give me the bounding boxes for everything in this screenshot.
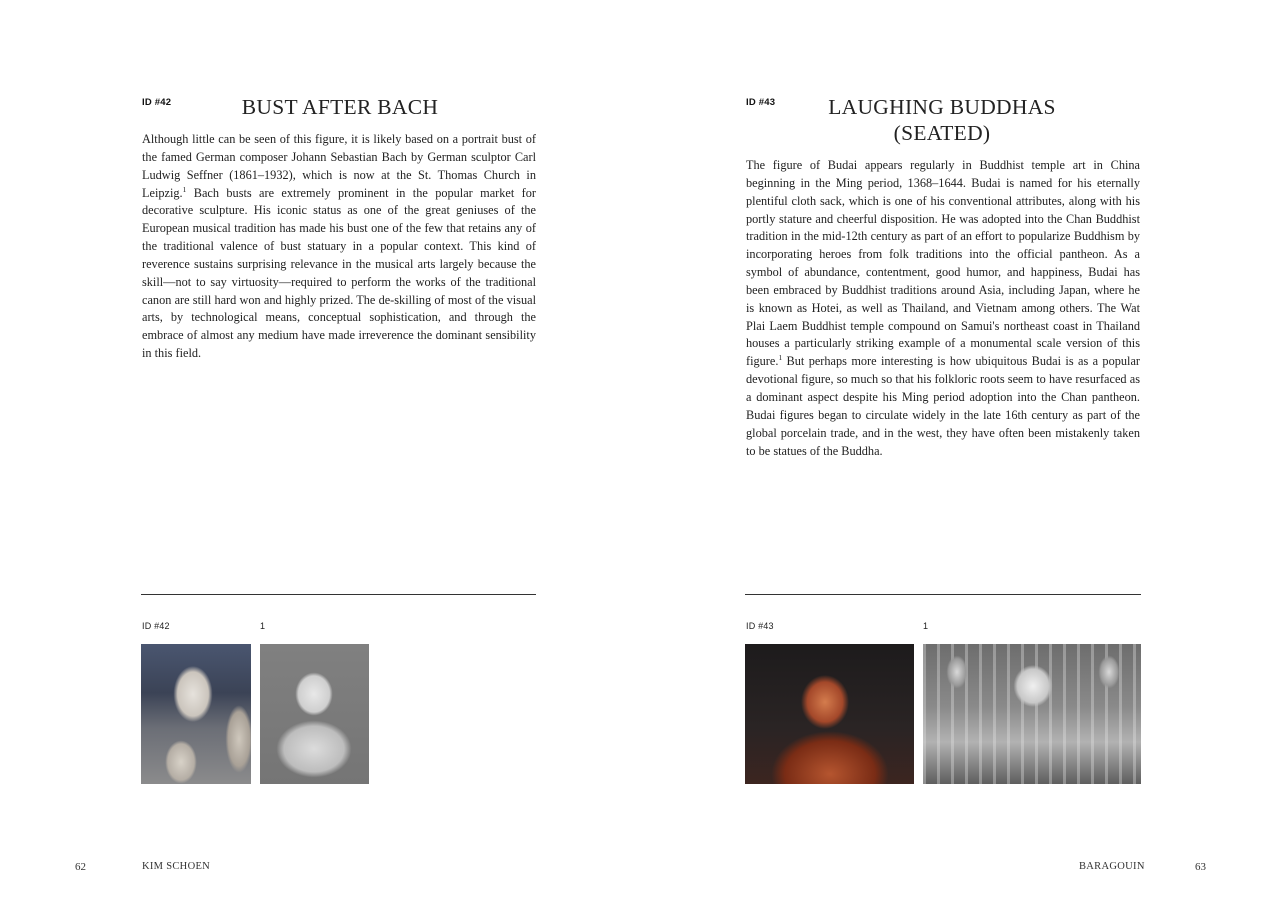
photo-marble-busts <box>141 644 251 784</box>
entry-id-label: ID #42 <box>142 97 172 108</box>
photo-bach-bust <box>260 644 369 784</box>
body-text-part-2: Bach busts are extremely prominent in the popular market for decorative sculpture. His iconic status as one of the great geniuses of the European musical tradition has made his bust one of the few that retains any of the traditional valence of bust statuary in a popular context. This kind of reverence sustains surprising relevance in the musical arts largely because the skill—not to say virtuosity—required to perform the works of the traditional canon are still hard won and highly prized. The de-skilling of most of the visual arts, by technological means, conceptual sophistication, and through the embrace of almost any medium have made irreverence the dominant sensibility in this field. <box>142 185 536 361</box>
figure-id-label: ID #43 <box>746 621 774 631</box>
body-text-part-1: The figure of Budai appears regularly in Buddhist temple art in China beginning in the Ming period, 1368–1644. Budai is named for his eternally plentiful cloth sack, which is one of his conventional attributes, along with his portly stature and cheerful disposition. He was adopted into the Chan Buddhist tradition in the mid-12th century as part of an effort to popularize Buddhism by incorporating heroes from folk traditions into the official pantheon. As a symbol of abundance, contentment, good humor, and happiness, Budai has been embraced by Buddhist traditions around Asia, including Japan, where he is known as Hotei, as well as Thailand, and Vietnam among others. The Wat Plai Laem Buddhist temple compound on Samui's northeast coast in Thailand houses a particularly striking example of a monumental scale version of this figure. <box>746 158 1140 369</box>
body-text-part-1: Although little can be seen of this figure, it is likely based on a portrait bust of the famed German composer Johann Sebastian Bach by German sculptor Carl Ludwig Seffner (1861–1932), which is now at the St. Thomas Church in Leipzig. <box>142 132 536 200</box>
right-page <box>641 0 1282 912</box>
entry-title-line-2: (SEATED) <box>893 121 991 145</box>
entry-body-text <box>142 131 536 363</box>
page-number: 62 <box>75 861 86 873</box>
figure-note-label: 1 <box>923 621 929 631</box>
photo-wooden-budai <box>745 644 914 784</box>
entry-body-text <box>746 157 1140 460</box>
divider-rule <box>745 594 1141 595</box>
footnote-mark[interactable]: 1 <box>182 184 187 194</box>
entry-title: BUST AFTER BACH <box>241 95 439 119</box>
footnote-mark[interactable]: 1 <box>778 353 783 363</box>
figure-id-label: ID #42 <box>142 621 170 631</box>
divider-rule <box>141 594 536 595</box>
page-number: 63 <box>1195 861 1206 873</box>
entry-id-label: ID #43 <box>746 97 776 108</box>
photo-temple-budai <box>923 644 1141 784</box>
running-footer: KIM SCHOEN <box>142 861 211 872</box>
figure-note-label: 1 <box>260 621 266 631</box>
entry-title-line-1: LAUGHING BUDDHAS <box>828 95 1056 119</box>
body-text-part-2: But perhaps more interesting is how ubiquitous Budai is as a popular devotional figure, so much so that his folkloric roots seem to have resurfaced as a dominant aspect despite his Ming period adoption into the Chan pantheon. Budai figures began to circulate widely in the late 16th century as part of the global porcelain trade, and in the west, they have often been mistakenly taken to be statues of the Buddha. <box>746 354 1140 458</box>
running-footer: BARAGOUIN <box>1079 861 1145 872</box>
